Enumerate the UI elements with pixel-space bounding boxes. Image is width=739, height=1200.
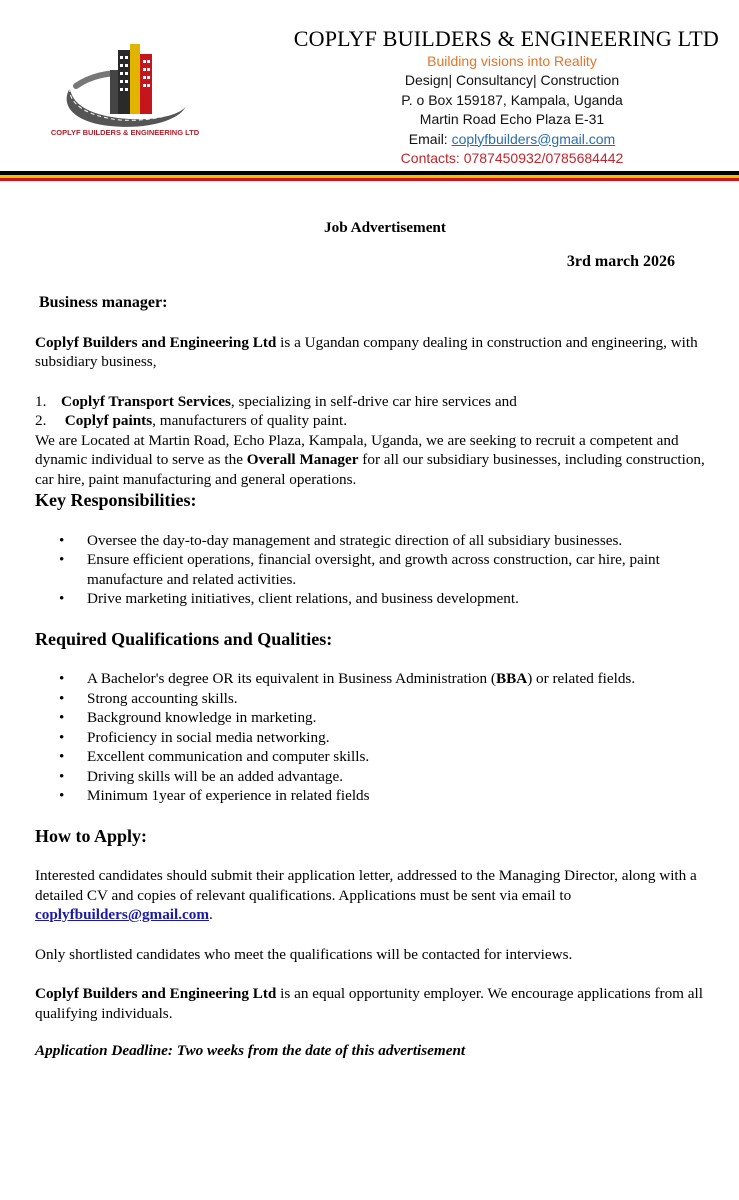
bullet-icon: • [59,767,65,785]
subsidiary-desc: , manufacturers of quality paint. [152,412,347,429]
address-line: Martin Road Echo Plaza E-31 [419,111,605,128]
apply-text-end: . [209,906,213,923]
services-line: Design| Consultancy| Construction [404,72,620,89]
location-paragraph [35,431,705,490]
apply-paragraph [35,866,705,925]
qualification-text-end: ) or related fields. [527,670,636,687]
qualification-text: Excellent communication and computer skills. [87,748,370,765]
bullet-icon: • [59,551,65,568]
list-number: 2. [35,412,47,429]
email-label: Email: [408,130,448,147]
application-deadline: Application Deadline: Two weeks from the date of this advertisement [35,1042,466,1059]
bullet-icon: • [59,709,65,726]
responsibility-text: Ensure efficient operations, financial oversight, and growth across construction, car hire, paint manufacture and related activities. [87,551,660,588]
intro-paragraph [35,333,705,372]
equal-opportunity-paragraph [35,984,705,1023]
logo-caption: COPLYF BUILDERS & ENGINEERING LTD [50,128,200,137]
equal-text: is an equal opportunity employer. We encourage applications from all qualifying individuals. [35,985,703,1022]
apply-text: Interested candidates should submit their application letter, addressed to the Managing Director, along with a detailed CV and copies of relevant qualifications. Applications must be sent via email to [35,867,697,904]
ad-title: Job Advertisement [324,219,446,236]
list-item [35,786,705,806]
qualification-text: Background knowledge in marketing. [87,709,317,726]
responsibilities-heading: Key Responsibilities: [35,490,197,510]
po-box-line: P. o Box 159187, Kampala, Uganda [401,91,623,108]
email-link[interactable]: coplyfbuilders@gmail.com [451,130,616,147]
apply-email-link[interactable]: coplyfbuilders@gmail.com [35,906,210,923]
location-text: We are Located at Martin Road, Echo Plaza, Kampala, Uganda, we are seeking to recruit a competent and dynamic individual to serve as the [35,431,679,468]
company-logo-icon [40,36,210,156]
list-item [35,708,705,728]
list-item [35,531,705,551]
list-number: 1. [35,392,47,410]
list-item [35,550,705,589]
contacts-line: Contacts: 0787450932/0785684442 [400,150,624,167]
subsidiaries-list [35,392,705,431]
qualification-text: A Bachelor's degree OR its equivalent in Business Administration ( [87,670,496,687]
qualification-text: Proficiency in social media networking. [87,728,330,746]
intro-company: Coplyf Builders and Engineering Ltd [35,333,277,351]
bullet-icon: • [59,689,65,707]
responsibility-text: Drive marketing initiatives, client relations, and business development. [87,590,519,607]
position-title: Business manager: [39,294,168,311]
bullet-icon: • [59,670,65,687]
location-text-end: for all our subsidiary businesses, including construction, car hire, paint manufacturing and general operations. [35,451,705,488]
subsidiary-name: Coplyf paints [64,412,153,429]
responsibilities-list [35,531,705,609]
equal-company: Coplyf Builders and Engineering Ltd [35,985,277,1002]
tagline: Building visions into Reality [427,53,597,69]
responsibility-text: Oversee the day-to-day management and strategic direction of all subsidiary businesses. [87,531,623,549]
bullet-icon: • [59,728,65,746]
list-item [35,767,705,787]
qualifications-list [35,669,705,806]
list-item [35,411,705,431]
bullet-icon: • [59,590,65,607]
qualifications-heading: Required Qualifications and Qualities: [35,628,333,649]
overall-manager: Overall Manager [246,451,359,468]
intro-text: is a Ugandan company dealing in construction and engineering, with subsidiary business, [35,333,698,370]
subsidiary-desc: , specializing in self-drive car hire services and [230,392,517,410]
qualification-text: Minimum 1year of experience in related fields [87,787,370,804]
qualification-text: Driving skills will be an added advantage. [87,767,344,785]
stripe-red [0,178,739,181]
list-item [35,689,705,709]
bba-label: BBA [495,670,528,687]
list-item [35,747,705,767]
qualification-text: Strong accounting skills. [87,689,238,707]
bullet-icon: • [59,531,65,549]
apply-heading: How to Apply: [35,825,148,846]
bullet-icon: • [59,787,65,804]
advertisement-body [35,214,705,1061]
ad-date: 3rd march 2026 [566,252,675,270]
contact-block [282,52,739,168]
list-item [35,669,705,689]
company-name: COPLYF BUILDERS & ENGINEERING LTD [293,26,719,51]
list-item [35,589,705,609]
shortlist-paragraph: Only shortlisted candidates who meet the qualifications will be contacted for interviews. [35,945,573,963]
list-item [35,728,705,748]
list-item [35,392,705,412]
email-line [282,130,739,149]
bullet-icon: • [59,748,65,765]
subsidiary-name: Coplyf Transport Services [61,392,231,410]
letterhead [0,0,739,186]
